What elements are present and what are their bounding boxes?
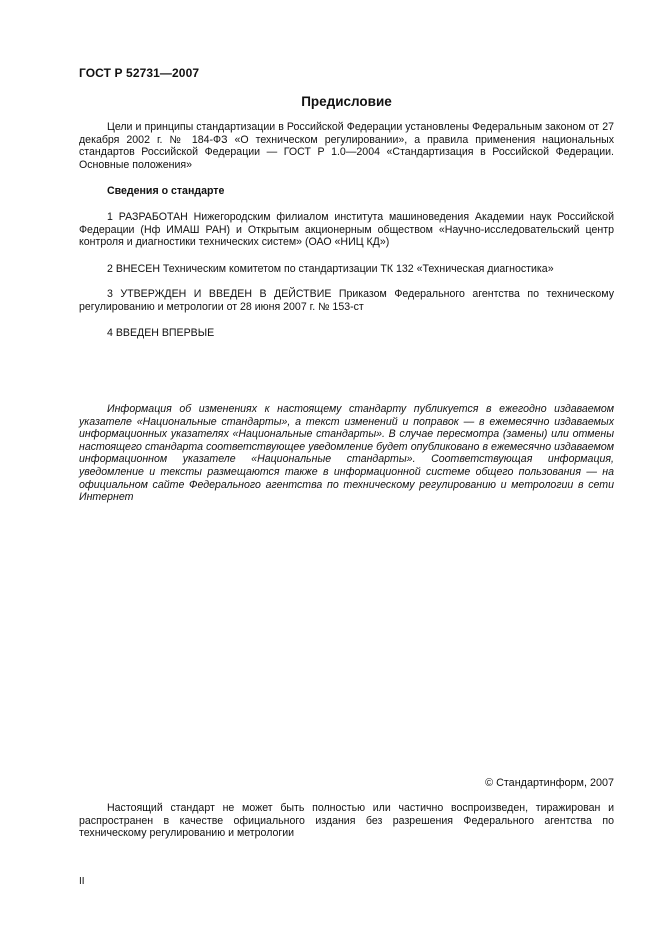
standard-info-item-2: 2 ВНЕСЕН Техническим комитетом по стандартизации ТК 132 «Техническая диагностика» (107, 263, 554, 275)
page-number: II (79, 876, 85, 887)
standard-code-header: ГОСТ Р 52731—2007 (79, 66, 200, 80)
standard-info-item-3: 3 УТВЕРЖДЕН И ВВЕДЕН В ДЕЙСТВИЕ Приказом Федерального агентства по техническому регулированию и метрологии от 28 июня 2007 г. № 153-ст (79, 288, 614, 313)
reproduction-notice-paragraph: Настоящий стандарт не может быть полностью или частично воспроизведен, тиражирован и распространен в качестве официального издания без разрешения Федерального агентства по техническому регулированию и метрологии (79, 802, 614, 840)
standard-info-heading: Сведения о стандарте (107, 185, 225, 197)
info-notice-paragraph: Информация об изменениях к настоящему стандарту публикуется в ежегодно издаваемом указателе «Национальные стандарты», а текст изменений и поправок — в ежемесячно издаваемых информационных указателях «Национальные стандарты». В случае пересмотра (замены) или отмены настоящего стандарта соответствующее уведомление будет опубликовано в ежемесячно издаваемом информационном указателе «Национальные стандарты». Соответствующая информация, уведомление и тексты размещаются также в информационной системе общего пользования — на официальном сайте Федерального агентства по техническому регулированию и метрологии в сети Интернет (79, 403, 614, 504)
preface-intro-paragraph: Цели и принципы стандартизации в Российской Федерации установлены Федеральным законом от 27 декабря 2002 г. № 184-ФЗ «О техническом регулировании», а правила применения национальных стандартов Российской Федерации — ГОСТ Р 1.0—2004 «Стандартизация в Российской Федерации. Основные положения» (79, 121, 614, 171)
standard-info-item-1: 1 РАЗРАБОТАН Нижегородским филиалом института машиноведения Академии наук Российской Федерации (Нф ИМАШ РАН) и Открытым акционерным обществом «Научно-исследовательский центр контроля и диагностики технических систем» (ОАО «НИЦ КД») (79, 211, 614, 249)
standard-info-item-4: 4 ВВЕДЕН ВПЕРВЫЕ (107, 327, 215, 339)
preface-title: Предисловие (301, 94, 392, 109)
copyright-line: © Стандартинформ, 2007 (485, 777, 614, 789)
